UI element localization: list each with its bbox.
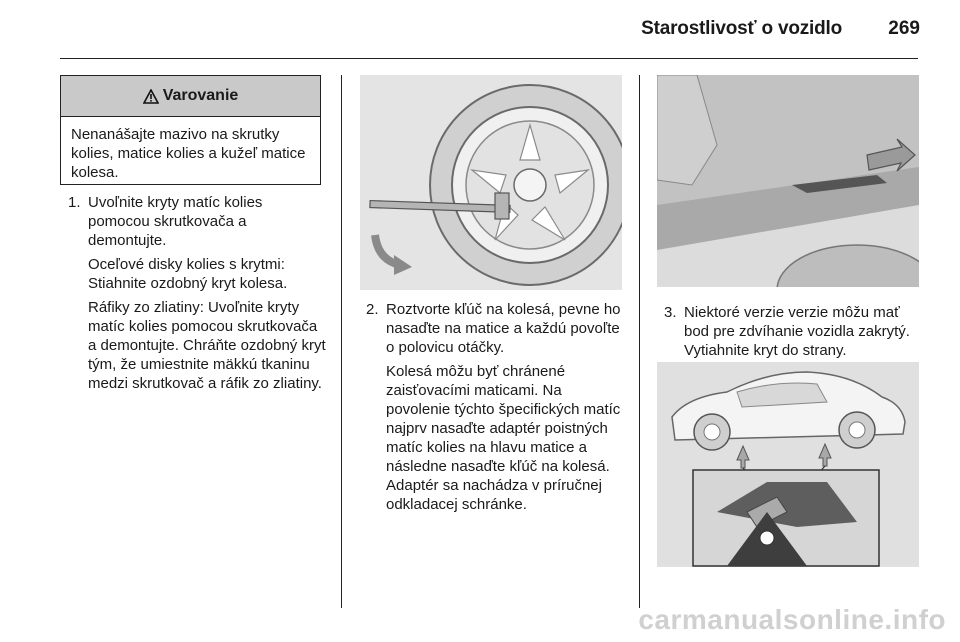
column-3: [664, 303, 926, 360]
step-1-number: 1.: [68, 194, 81, 211]
step-1-para-2: Ráfiky zo zliatiny: Uvoľnite kryty matíc kolies pomocou skrutkovača a demontujte. Chráňte ozdobný kryt tým, že umiestnite mäkkú tkaninu medzi skrutkovač a ráfik zo zliatiny.: [88, 299, 326, 392]
warning-title: Varovanie: [162, 87, 239, 104]
step-3: [664, 303, 926, 360]
underbody-cover-illustration: [657, 75, 919, 287]
step-2-number: 2.: [366, 301, 379, 318]
watermark: carmanualsonline.info: [638, 604, 946, 635]
column-1: [68, 193, 326, 393]
warning-triangle-icon: [143, 89, 159, 104]
column-divider-left: [341, 75, 342, 608]
step-1-para-1: Oceľové disky kolies s krytmi: Stiahnite ozdobný kryt kolesa.: [88, 256, 288, 292]
step-1-text: Uvoľnite kryty matíc kolies pomocou skrutkovača a demontujte.: [88, 194, 263, 249]
wheel-wrench-illustration: [360, 75, 622, 290]
step-3-number: 3.: [664, 304, 677, 321]
column-2: [366, 300, 628, 514]
step-2: [366, 300, 628, 357]
step-2-para-1: Kolesá môžu byť chránené zaisťovacími maticami. Na povolenie týchto špecifických matíc najprv nasaďte adaptér poistných matíc kolies na hlavu matice a následne nasaďte kľúč na kolesá. Adaptér sa nachádza v príručnej odkladacej schránke.: [386, 363, 621, 513]
column-divider-right: [639, 75, 640, 608]
warning-text: Nenanášajte mazivo na skrutky kolies, matice kolies a kužeľ matice kolesa.: [71, 126, 306, 181]
warning-header: [61, 76, 320, 117]
step-1: [68, 193, 326, 250]
step-3-text: Niektoré verzie verzie môžu mať bod pre zdvíhanie vozidla zakrytý. Vytiahnite kryt do strany.: [684, 304, 910, 359]
car-lift-point-illustration: [657, 362, 919, 567]
warning-box: [60, 75, 321, 185]
header-title: Starostlivosť o vozidlo: [641, 18, 842, 39]
step-2-text: Roztvorte kľúč na kolesá, pevne ho nasaďte na matice a každú povoľte o polovicu otáčky.: [386, 301, 621, 356]
page-number: 269: [888, 18, 920, 39]
header-rule: [60, 58, 918, 59]
